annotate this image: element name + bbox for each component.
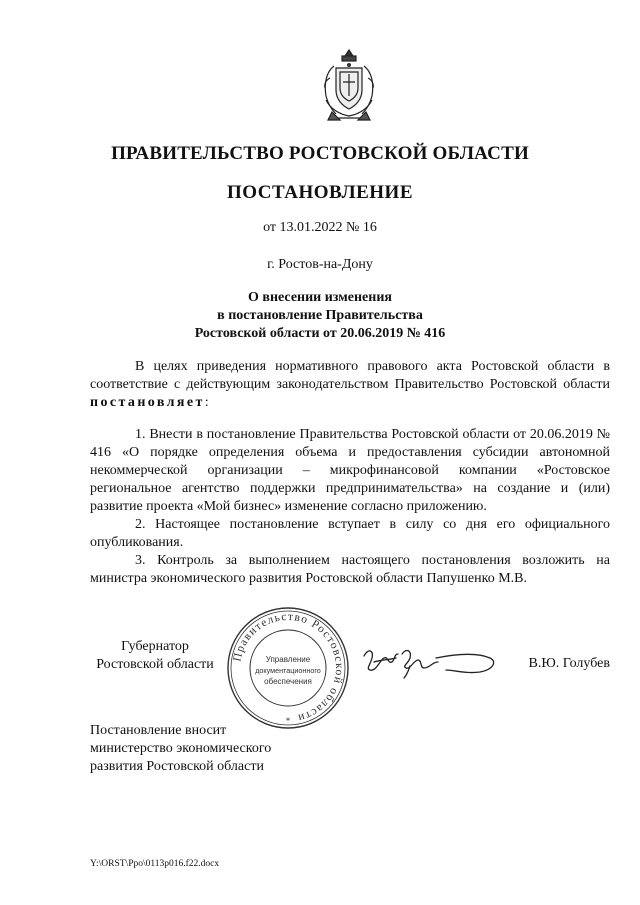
preamble-verb: постановляет bbox=[90, 395, 205, 410]
signatory-name: В.Ю. Голубев bbox=[528, 656, 610, 671]
seal-center-line: обеспечения bbox=[264, 677, 312, 686]
file-path: Y:\ORST\Ppo\0113p016.f22.docx bbox=[90, 859, 220, 869]
subject-line: Ростовской области от 20.06.2019 № 416 bbox=[194, 326, 446, 341]
submitted-by bbox=[90, 722, 271, 776]
submitted-by-line: Постановление вносит bbox=[90, 723, 227, 738]
signatory-title-line: Губернатор bbox=[121, 639, 189, 654]
preamble-end: : bbox=[204, 395, 209, 410]
organization-title: ПРАВИТЕЛЬСТВО РОСТОВСКОЙ ОБЛАСТИ bbox=[111, 143, 529, 164]
seal-center-line: Управление bbox=[265, 655, 311, 664]
item-paragraph-2: 2. Настоящее постановление вступает в силу со дня его официального опубликования. bbox=[90, 517, 610, 550]
item-paragraph-1: 1. Внести в постановление Правительства Ростовской области от 20.06.2019 № 416 «О порядке определения объема и предоставления субсидии автономной некоммерческой организации – микрофинансовой компании «Ростовское региональное агентство поддержки предпринимательства» на создание и (или) развитие проекта «Мой бизнес» изменение согласно приложению. bbox=[90, 427, 610, 514]
subject-line: в постановление Правительства bbox=[217, 308, 423, 323]
document-body bbox=[90, 358, 610, 588]
document-type: ПОСТАНОВЛЕНИЕ bbox=[226, 182, 414, 203]
item-paragraph-3: 3. Контроль за выполнением настоящего постановления возложить на министра экономического развития Ростовской области Папушенко М.В. bbox=[90, 553, 610, 586]
preamble-paragraph bbox=[90, 358, 610, 412]
coat-of-arms-icon bbox=[318, 48, 380, 124]
svg-text:*: * bbox=[285, 716, 291, 726]
preamble-text: В целях приведения нормативного правового акта Ростовской области в соответствие с действующим законодательством Правительство Ростовской области bbox=[90, 359, 610, 392]
official-seal-icon bbox=[224, 604, 352, 732]
document-subject bbox=[0, 289, 640, 343]
subject-line: О внесении изменения bbox=[248, 290, 392, 305]
submitted-by-line: развития Ростовской области bbox=[90, 759, 264, 774]
seal-center-line: документационного bbox=[255, 666, 321, 675]
submitted-by-line: министерство экономического bbox=[90, 741, 272, 756]
document-date-number: от 13.01.2022 № 16 bbox=[263, 220, 377, 235]
document-city: г. Ростов-на-Дону bbox=[267, 257, 373, 272]
handwritten-signature-icon bbox=[360, 638, 500, 682]
signatory-title bbox=[90, 638, 220, 674]
seal-ring-text: Правительство Ростовской области bbox=[231, 610, 346, 725]
signatory-title-line: Ростовской области bbox=[96, 657, 214, 672]
